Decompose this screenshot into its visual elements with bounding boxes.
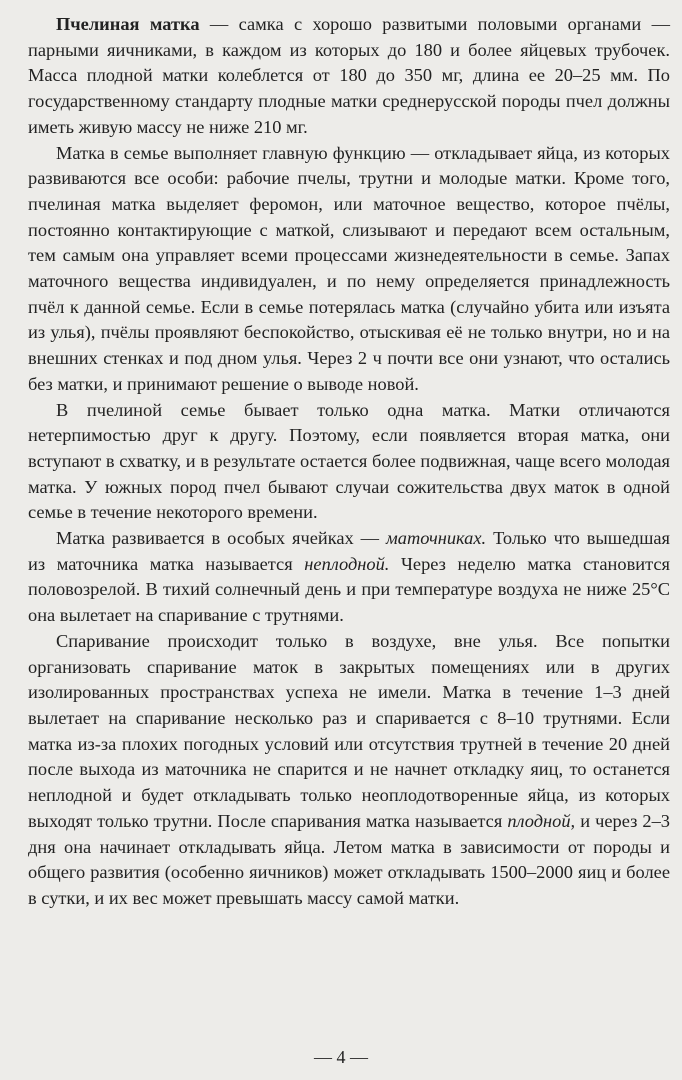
paragraph-text: Только что вышедшая из маточника матка называется — [28, 528, 671, 574]
paragraph-text: Через неделю матка становится половозрелой. В тихий солнечный день и при температуре воздуха не ниже 25°С она вылетает на спаривание с трутнями. — [28, 553, 670, 626]
paragraph-mating — [28, 629, 670, 912]
paragraph-text: Спаривание происходит только в воздухе, вне улья. Все попытки организовать спаривание маток в закрытых помещениях или в других изолированных пространствах успеха не имели. Матка в течение 1–3 дней вылетает на спаривание несколько раз и спаривается с 8–10 трутнями. Если матка из-за плохих погодных условий или отсутствия трутней в течение 20 дней после выхода из маточника не спарится и не начнет откладку яиц, то останется неплодной и будет откладывать только неоплодотворенные яйца, из которых выходят только трутни. После спаривания матка называется — [28, 630, 670, 831]
body-text — [28, 12, 670, 912]
paragraph-text: и через 2–3 дня она начинает откладывать яйца. Летом матка в зависимости от породы и общего развития (особенно яичников) может откладывать 1500–2000 яиц и более в сутки, и их вес может превышать массу самой матки. — [28, 810, 670, 908]
paragraph-text: Матка в семье выполняет главную функцию — откладывает яйца, из которых развиваются все особи: рабочие пчелы, трутни и молодые матки. Кроме того, пчелиная матка выделяет феромон, или маточное вещество, которое пчёлы, постоянно контактирующие с маткой, слизывают и передают всем остальным, тем самым она управляет всеми процессами жизнедеятельности в семье. Запах маточного вещества индивидуален, и по нему определяется принадлежность пчёл к данной семье. Если в семье потерялась матка (случайно убита или изъята из улья), пчёлы проявляют беспокойство, отыскивая её не только внутри, но и на внешних стенках и под дном улья. Через 2 ч почти все они узнают, что остались без матки, и принимают решение о выводе новой. — [28, 142, 670, 394]
paragraph-text: — самка с хорошо развитыми половыми органами — парными яичниками, в каждом из которых до 180 и более яйцевых трубочек. Масса плодной матки колеблется от 180 до 350 мг, длина ее 20–25 мм. По государственному стандарту плодные матки среднерусской породы пчел должны иметь живую массу не ниже 210 мг. — [28, 14, 670, 137]
term-unfertile: неплодной. — [304, 553, 390, 574]
term-fertile: плодной, — [507, 810, 576, 831]
paragraph-text: В пчелиной семье бывает только одна матка. Матки отличаются нетерпимостью друг к другу. Поэтому, если появляется вторая матка, они вступают в схватку, и в результате остается более подвижная, чаще всего молодая матка. У южных пород пчел бывают случаи сожительства двух маток в одной семье в течение некоторого времени. — [28, 399, 670, 523]
paragraph-queen-development — [28, 526, 670, 629]
paragraph-one-queen — [28, 398, 670, 527]
paragraph-text: Матка развивается в особых ячейках — — [56, 528, 387, 549]
paragraph-queen-definition — [28, 12, 670, 141]
page-number: — 4 — — [314, 1047, 368, 1067]
term-queen-bee: Пчелиная матка — [56, 14, 200, 34]
term-queen-cells: маточниках. — [386, 528, 487, 549]
paragraph-queen-function — [28, 141, 670, 398]
